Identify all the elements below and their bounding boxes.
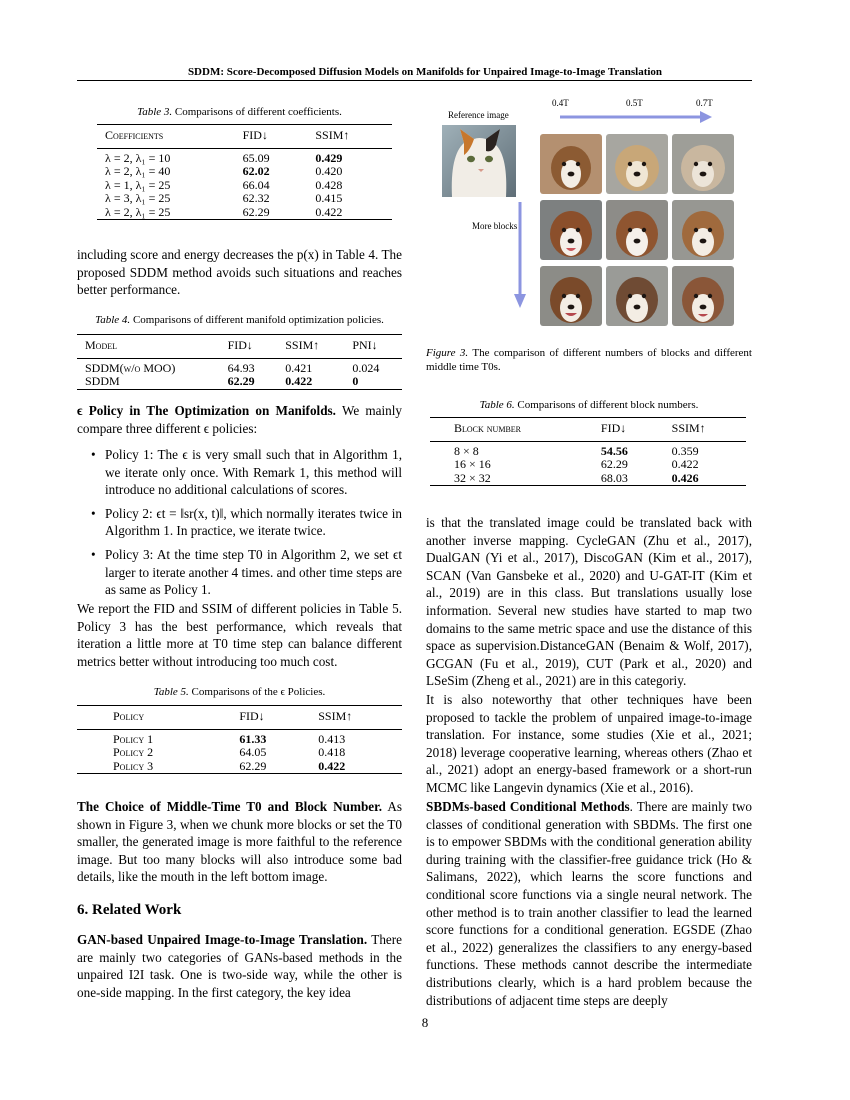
policy-paragraph: ϵ Policy in The Optimization on Manifolds. We mainly compare three different ϵ policies: bbox=[77, 403, 402, 436]
dog-image-r2c3 bbox=[672, 200, 734, 260]
related-work-continued-paragraph: is that the translated image could be translated back with another inverse mapping. CycleGAN (Zhu et al., 2017), DualGAN (Yi et al., 2017), DiscoGAN (Kim et al., 2017), SCAN (Van Gansbeke et al., 2020) and U-GAT-IT (Kim et al., 2019) are in this class. But translations usually lose information. Several new studies have started to map two domains to the same metric space and use the distance of this space as supervision.DistanceGAN (Benaim & Wolf, 2017), GCGAN (Fu et al., 2019), CUT (Park et al., 2020) and LSeSim (Zheng et al., 2021) are in this categoriy. bbox=[426, 515, 752, 689]
dog-image-r3c1 bbox=[540, 266, 602, 326]
label-more-blocks: More blocks bbox=[472, 221, 518, 231]
table5 bbox=[77, 705, 402, 776]
down-arrow-icon bbox=[513, 200, 527, 310]
label-0-5t: 0.5T bbox=[626, 98, 643, 108]
table-row: λ = 1, λ₁ = 25 66.04 0.428 bbox=[105, 177, 343, 192]
table-row: Policy 1 61.33 0.413 bbox=[113, 731, 346, 746]
other-techniques-paragraph: It is also noteworthy that other techniques have been proposed to tackle the problem of unpaired image-to-image translation. For instance, some studies (Xie et al., 2021; 2018) leverage cooperative learning, whereas others (Zhao et al., 2021) adopt an energy-based framework or a short-run MCMC like Langevin dynamics (Xie et al., 2016). bbox=[426, 692, 752, 795]
table-row: 32 × 32 68.03 0.426 bbox=[454, 470, 699, 485]
dog-image-r1c2 bbox=[606, 134, 668, 194]
dog-image-r3c2 bbox=[606, 266, 668, 326]
gan-subheading: GAN-based Unpaired Image-to-Image Translation. bbox=[77, 932, 368, 947]
right-arrow-icon bbox=[554, 110, 714, 124]
middle-time-paragraph: The Choice of Middle-Time T0 and Block Number. As shown in Figure 3, when we chunk more blocks or set the T0 smaller, the generated image is more faithful to the reference image. But too many blocks will also introduce some bad details, like the mouth in the left bottom image. bbox=[77, 799, 402, 885]
section-heading-related-work: 6. Related Work bbox=[77, 902, 182, 918]
running-header: SDDM: Score-Decomposed Diffusion Models on Manifolds for Unpaired Image-to-Image Translation bbox=[187, 66, 663, 78]
table-row: Policy 2 64.05 0.418 bbox=[113, 745, 346, 759]
dog-image-r1c3 bbox=[672, 134, 734, 194]
figure3 bbox=[426, 90, 752, 340]
label-0-7t: 0.7T bbox=[696, 98, 713, 108]
dog-image-r2c2 bbox=[606, 200, 668, 260]
page-number: 8 bbox=[421, 1015, 429, 1030]
table5-header-row: Policy FID↓ SSIM↑ bbox=[113, 709, 353, 723]
table3-header-row: Coefficients FID↓ SSIM↑ bbox=[105, 128, 350, 142]
sbdm-paragraph: SBDMs-based Conditional Methods. There are mainly two classes of conditional generation with SBDMs. The first one is to empower SBDMs with the conditional generation ability during training with the classifier-free guidance trick (Ho & Salimans, 2022), which learns the score functions and conditional score functions via a single neural network. The other method is to train another classifier to lead the learned score functions for a conditional generation. EGSDE (Zhao et al., 2022) generalizes the classifiers to any energy-based functions. These methods cannot describe the intermediate distributions clearly, which is a hard problem because the distributions of adjacent time steps are deeply bbox=[426, 799, 753, 1008]
list-item: • Policy 1: The ϵ is very small such that in Algorithm 1, we iterate only once. With Remark 1, this method will introduce no additional calculations of scores. bbox=[77, 446, 402, 499]
paragraph-table4-intro: including score and energy decreases the p(x) in Table 4. The proposed SDDM method avoids such situations and reaches better performance. bbox=[77, 247, 402, 298]
header-rule bbox=[77, 80, 752, 81]
table-row: SDDM(w/o MOO) 64.93 0.421 0.024 bbox=[85, 360, 380, 375]
table4-header-row: Model FID↓ SSIM↑ PNI↓ bbox=[85, 338, 378, 352]
table-row: 8 × 8 54.56 0.359 bbox=[454, 443, 699, 458]
label-reference-image: Reference image bbox=[448, 110, 509, 120]
table-row: λ = 3, λ₁ = 25 62.32 0.415 bbox=[105, 191, 343, 205]
related-work-paragraph: GAN-based Unpaired Image-to-Image Translation. There are mainly two categories of GANs-based methods in the unpaired I2I task. One is two-side way, while the other is one-side mapping. In the first category, the key idea bbox=[77, 932, 403, 1000]
sbdm-heading: SBDMs-based Conditional Methods bbox=[426, 799, 630, 814]
table4 bbox=[77, 334, 402, 392]
list-item: • Policy 2: ϵt = ‖sr(x, t)‖, which normally iterates twice in Algorithm 1. In practice, we iterate twice. bbox=[77, 505, 402, 540]
reference-image bbox=[442, 125, 516, 197]
table-row: λ = 2, λ₁ = 40 62.02 0.420 bbox=[105, 164, 343, 178]
table6-header-row: Block number FID↓ SSIM↑ bbox=[454, 421, 706, 435]
table4-caption: Table 4. Comparisons of different manifold optimization policies. bbox=[95, 314, 384, 326]
table-row: SDDM 62.29 0.422 0 bbox=[85, 374, 359, 388]
dog-image-r3c3 bbox=[672, 266, 734, 326]
dog-image-r2c1 bbox=[540, 200, 602, 260]
policy-list bbox=[77, 446, 402, 605]
table-row: 16 × 16 62.29 0.422 bbox=[454, 457, 699, 471]
table6 bbox=[430, 417, 746, 488]
table-row: Policy 3 62.29 0.422 bbox=[113, 758, 346, 773]
table3 bbox=[97, 124, 392, 222]
table-row: λ = 2, λ₁ = 25 62.29 0.422 bbox=[105, 204, 343, 219]
dog-image-r1c1 bbox=[540, 134, 602, 194]
table6-caption: Table 6. Comparisons of different block numbers. bbox=[479, 399, 699, 411]
table5-caption: Table 5. Comparisons of the ϵ Policies. bbox=[153, 686, 326, 698]
table-row: λ = 2, λ₁ = 10 65.09 0.429 bbox=[105, 150, 343, 165]
middle-time-heading: The Choice of Middle-Time T0 and Block Number. bbox=[77, 799, 383, 814]
table3-caption: Table 3. Comparisons of different coefficients. bbox=[137, 106, 342, 118]
label-0-4t: 0.4T bbox=[552, 98, 569, 108]
policy-heading: ϵ Policy in The Optimization on Manifolds. bbox=[77, 403, 336, 418]
list-item: • Policy 3: At the time step T0 in Algorithm 2, we set ϵt larger to iterate another 4 times. and other time steps are as same as Policy 1. bbox=[77, 546, 402, 599]
policy-report-paragraph: We report the FID and SSIM of different policies in Table 5. Policy 3 has the best performance, which reveals that iteration a little more at T0 time step can balance different metrics better without introducing too much cost. bbox=[77, 601, 402, 669]
figure3-caption: Figure 3. The comparison of different numbers of blocks and different middle time T0s. bbox=[426, 347, 752, 373]
